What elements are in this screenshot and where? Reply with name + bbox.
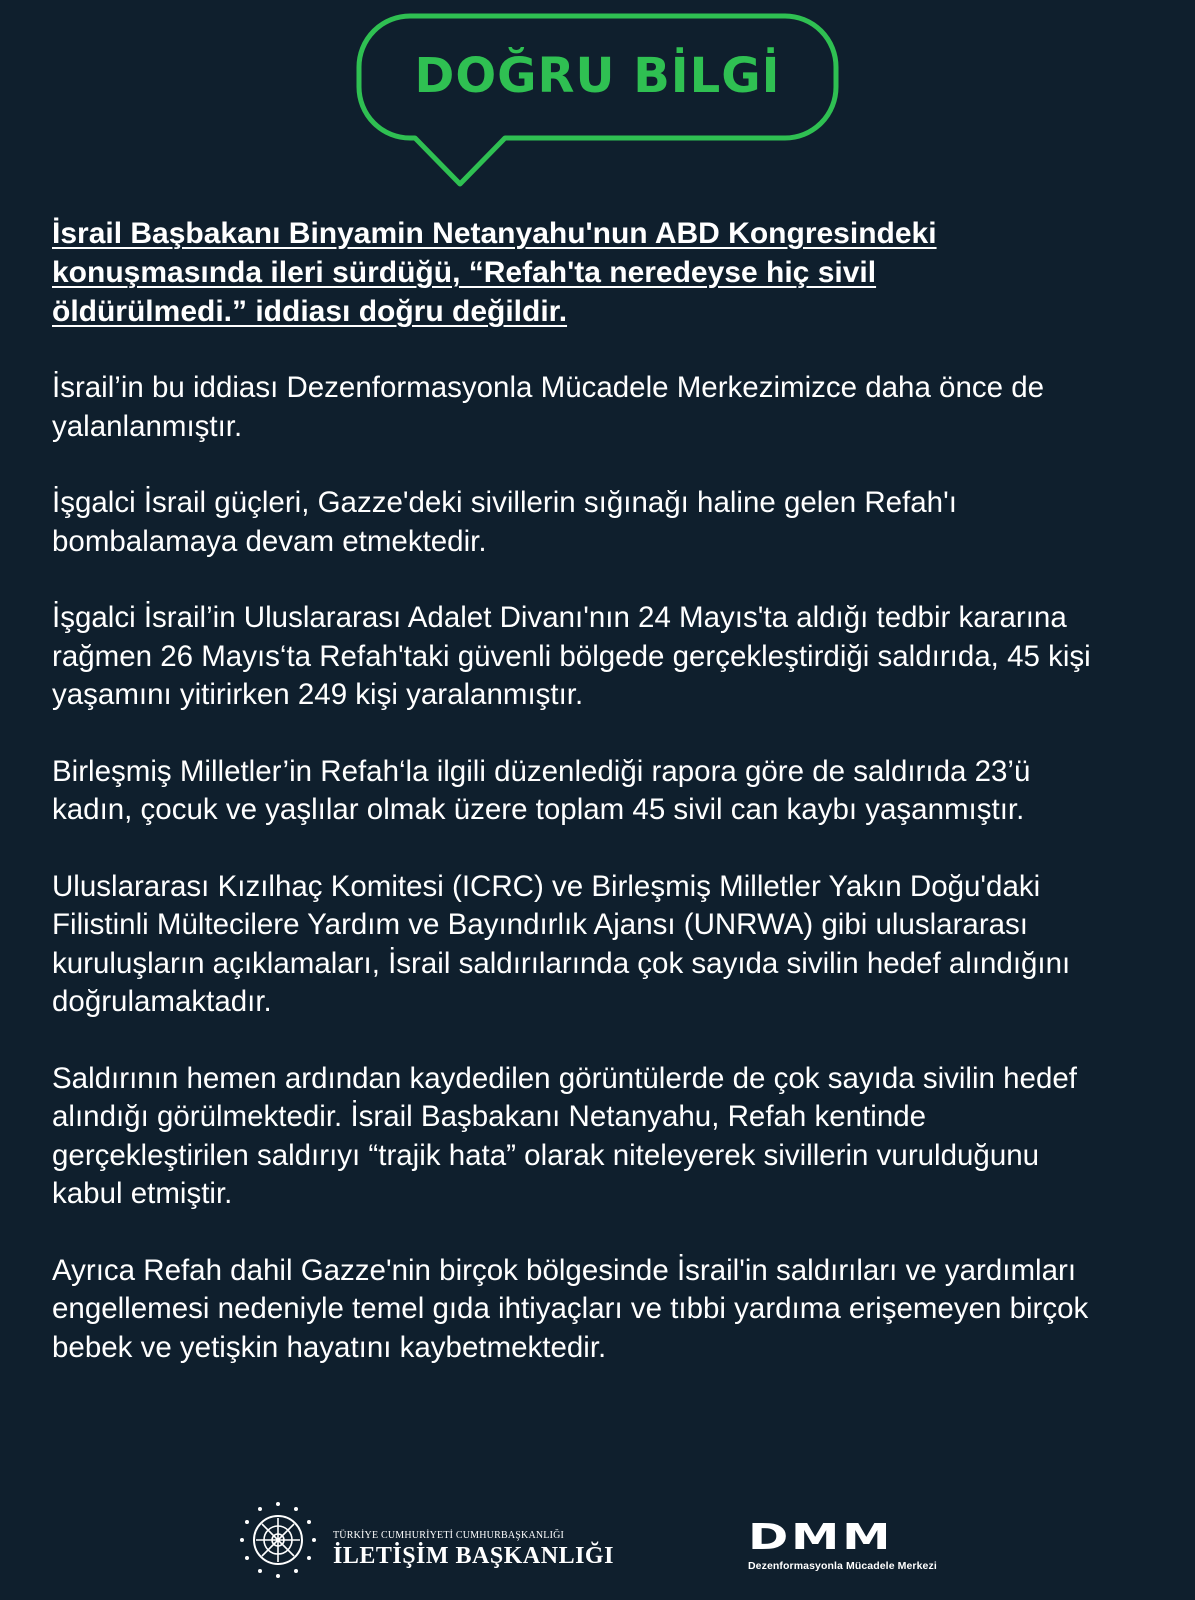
dmm-subtitle: Dezenformasyonla Mücadele Merkezi xyxy=(748,1560,937,1572)
paragraph-6: Saldırının hemen ardından kaydedilen görüntülerde de çok sayıda sivilin hedef alındığı görülmektedir. İsrail Başbakanı Netanyahu, Refah kentinde gerçekleştirilen saldırıyı “trajik hata” olarak niteleyerek sivillerin vurulduğunu kabul etmiştir. xyxy=(52,1061,1077,1210)
ib-small-text: TÜRKİYE CUMHURİYETİ CUMHURBAŞKANLIĞI xyxy=(333,1530,565,1541)
footer xyxy=(0,1500,1195,1590)
paragraph-1: İsrail’in bu iddiası Dezenformasyonla Mücadele Merkezimizce daha önce de yalanlanmıştır. xyxy=(52,371,1045,443)
dmm-mark: DMM xyxy=(748,1517,894,1558)
dogru-bilgi-badge xyxy=(355,12,840,192)
badge-title: DOĞRU BİLGİ xyxy=(414,48,781,104)
article-body xyxy=(52,214,1152,1405)
iletisim-wordmark xyxy=(333,1530,614,1570)
dmm-logo xyxy=(748,1517,937,1572)
headline: İsrail Başbakanı Binyamin Netanyahu'nun ABD Kongresindeki konuşmasında ileri sürdüğü, “Refah'ta neredeyse hiç sivil öldürülmedi.” iddiası doğru değildir. xyxy=(52,217,937,328)
paragraph-5: Uluslararası Kızılhaç Komitesi (ICRC) ve Birleşmiş Milletler Yakın Doğu'daki Filistinli Mültecilere Yardım ve Bayındırlık Ajansı (UNRWA) gibi uluslararası kuruluşların açıklamaları, İsrail saldırılarında çok sayıda sivilin hedef alındığını doğrulamaktadır. xyxy=(52,869,1071,1018)
paragraph-2: İşgalci İsrail güçleri, Gazze'deki sivillerin sığınağı haline gelen Refah'ı bombalamaya devam etmektedir. xyxy=(52,486,957,558)
paragraph-3: İşgalci İsrail’in Uluslararası Adalet Divanı'nın 24 Mayıs'ta aldığı tedbir kararına rağmen 26 Mayıs‘ta Refah'taki güvenli bölgede gerçekleştirdiği saldırıda, 45 kişi yaşamını yitirirken 249 kişi yaralanmıştır. xyxy=(52,601,1091,711)
paragraph-7: Ayrıca Refah dahil Gazze'nin birçok bölgesinde İsrail'in saldırıları ve yardımları engellemesi nedeniyle temel gıda ihtiyaçları ve tıbbi yardıma erişemeyen birçok bebek ve yetişkin hayatını kaybetmektedir. xyxy=(52,1253,1089,1364)
ib-large-text: İLETİŞİM BAŞKANLIĞI xyxy=(333,1543,614,1569)
iletisim-emblem-icon xyxy=(238,1500,318,1580)
paragraph-4: Birleşmiş Milletler’in Refah‘la ilgili düzenlediği rapora göre de saldırıda 23’ü kadın, çocuk ve yaşlılar olmak üzere toplam 45 sivil can kaybı yaşanmıştır. xyxy=(52,754,1031,826)
